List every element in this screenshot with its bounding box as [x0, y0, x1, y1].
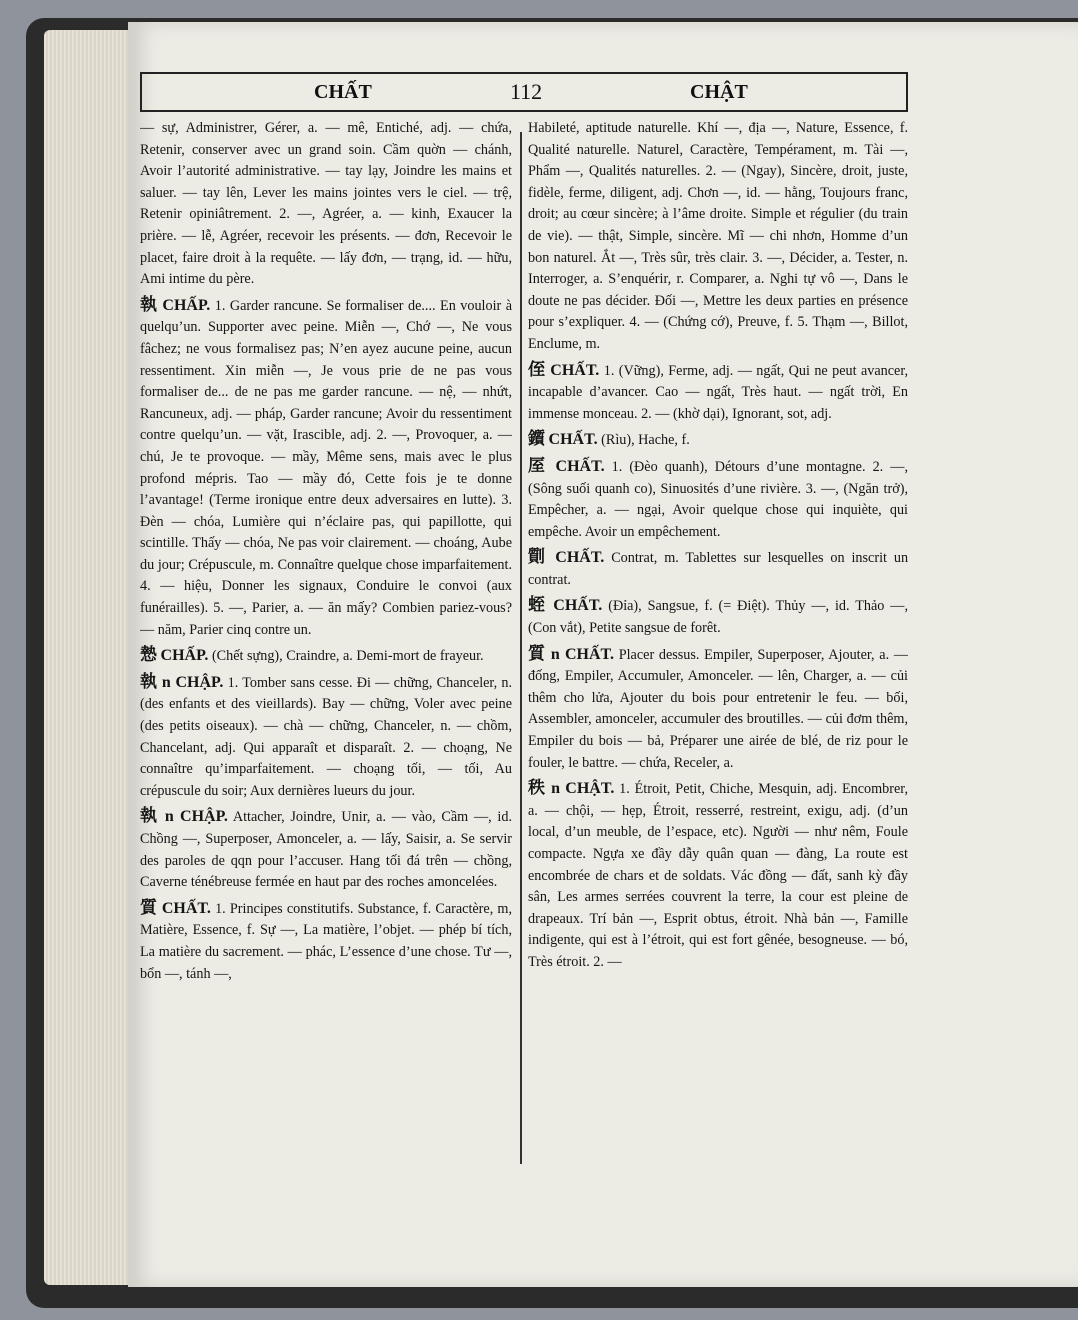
entry-glyph: 質 — [528, 643, 547, 664]
entry-glyph: 慹 — [140, 645, 157, 666]
entry-headword: CHẤT. — [555, 457, 605, 475]
entry-headword: n CHẬP. — [164, 808, 228, 826]
entry-headword: CHẤT. — [553, 597, 603, 615]
entry-chat-6: 蛭 CHẤT. (Đỉa), Sangsue, f. (= Điệt). Thủy —, id. Thảo —, (Con vắt), Petite sangsue de forêt. — [528, 595, 908, 637]
left-column — [140, 118, 512, 1168]
entry-chap-4: 執 n CHẬP. Attacher, Joindre, Unir, a. — vào, Cầm —, id. Chồng —, Superposer, Amonceler, a. — lấy, Saisir, a. Se servir des paroles de qqn pour l’accuser. Hang tối đá trên — chồng, Caverne ténébreuse fermée en haut par des roches amoncelées. — [140, 806, 512, 891]
entry-headword: CHẤP. — [160, 647, 209, 665]
entry-chap-1: 執 CHẤP. 1. Garder rancune. Se formaliser de.... En vouloir à quelqu’un. Supporter avec peine. Miễn —, Chớ —, Ne vous fâchez; ne vous formalisez pas; N’en ayez aucune peine, aucun ressentiment. Xin miễn —, Je vous prie de ne pas vous formaliser de... de ne pas me garder rancune. — nệ, — nhứt, Rancuneux, adj. — pháp, Garder rancune; Avoir du ressentiment contre quelqu’un. — vặt, Irascible, adj. 2. —, Provoquer, a. — chú, Je te provoque. — mầy, Même sens, mais avec le plus profond mépris. Tao — mầy đó, Cette fois je te donne l’avantage! (Terme ironique entre deux adversaires en lutte). 3. Đèn — chóa, Lumière qui n’éclaire pas, qui papillotte, qui scintille. Thấy — chóa, Ne pas voir clairement. — choáng, Aube du jour; Crépuscule, m. Connaître quelque chose imparfaitement. 4. — hiệu, Donner les signaux, Conduire le convoi (aux funérailles). 5. —, Parier, a. — ăn mấy? Combien pariez-vous? — năm, Parier cinq contre un. — [140, 294, 512, 638]
right-column — [528, 118, 908, 1168]
header-left-word: CHẤT — [314, 80, 372, 103]
entry-chat-3: 鑕 CHẤT. (Rìu), Hache, f. — [528, 429, 690, 450]
entry-chat-2: 侄 CHẤT. 1. (Vững), Ferme, adj. — ngất, Qui ne peut avancer, incapable d’avancer. Cao — ngất, Très haut. — ngất trời, En immense monceau. 2. — (khờ dại), Ignorant, sot, adj. — [528, 359, 908, 422]
entry-headword: CHẤT. — [555, 549, 605, 567]
entry-chap-2: 慹 CHẤP. (Chết sựng), Craindre, a. Demi-mort de frayeur. — [140, 645, 484, 666]
entry-glyph: 厔 — [528, 455, 549, 476]
entry-headword: CHẤP. — [162, 296, 211, 314]
entry-chat-7: 質 n CHẤT. Placer dessus. Empiler, Superposer, Ajouter, a. — đống, Empiler, Accumuler, Amonceler. — lên, Charger, a. — củi thêm cho lửa, Ajouter du bois pour entretenir le feu. — bối, Assembler, amonceler, accumuler des broutilles. — củi đơm thêm, Empiler du bois — bả, Préparer une airée de blé, de riz pour le fouler, le battre. — chứa, Receler, a. — [528, 643, 908, 771]
header-right-word: CHẬT — [690, 80, 748, 103]
entry-headword: CHẤT. — [548, 431, 598, 449]
entry-headword: n CHẬP. — [161, 673, 224, 691]
entry-continuation: Habileté, aptitude naturelle. Khí —, địa —, Nature, Essence, f. Qualité naturelle. Naturel, Caractère, Tempérament, m. Tài —, Phẩm —, Qualités naturelles. 2. — (Ngay), Sincère, droit, juste, fidèle, ferme, diligent, adj. Chơn —, id. — hằng, Toujours franc, droit; au cœur sincère; à l’âme droite. Simple et régulier (du train de vie). — thật, Simple, sincère. Mĩ — chi nhơn, Homme d’un bon naturel. Ắt —, Très sûr, très clair. 3. —, Décider, a. Tester, n. Interroger, a. S’enquérir, r. Comparer, a. Nghi tự vô —, Dans le doute ne pas décider. Đối —, Mettre les deux parties en présence pour s’expliquer. 4. — (Chứng cớ), Preuve, f. 5. Thạm —, Billot, Enclume, m. — [528, 120, 908, 352]
entry-glyph: 鑕 — [528, 429, 545, 450]
entry-glyph: 劕 — [528, 547, 549, 568]
page-number: 112 — [510, 79, 543, 104]
entry-chat-8: 秩 n CHẬT. 1. Étroit, Petit, Chiche, Mesquin, adj. Encombrer, a. — chội, — hẹp, Étroit, resserré, restreint, exigu, adj. (d’un local, d’un meuble, de l’espace, etc). Người — như nêm, Foule compacte. Ngựa xe đầy dẫy quân quan — đàng, La route est encombrée de chars et de soldats. Vác đồng — đất, sanh kỳ đầy sân, Les armes serrées couvrent la terre, la cour est pleine de drapeaux. Trí bản —, Esprit obtus, étroit. Nhà bản —, Famille indigente, qui est à l’étroit, qui est fort gênée, besogneuse. — bó, Très étroit. 2. — — [528, 778, 908, 970]
entry-glyph: 質 — [140, 897, 158, 918]
entry-glyph: 執 — [140, 294, 158, 315]
entry-glyph: 秩 — [528, 778, 547, 799]
entry-chat-5: 劕 CHẤT. Contrat, m. Tablettes sur lesquelles on inscrit un contrat. — [528, 547, 908, 588]
column-divider — [520, 132, 522, 1164]
entry-glyph: 執 — [140, 806, 160, 827]
entry-chap-3: 執 n CHẬP. 1. Tomber sans cesse. Đi — chững, Chanceler, n. (des enfants et des vieillards). Bay — chững, Voler avec peine (des petits oiseaux). — chà — chững, Chanceler, n. — chồm, Chancelant, adj. Qui apparaît et disparaît. 2. — choạng, Ne connaître qu’imparfaitement. — choạng tối, — tối, Au crépuscule du soir; Aux dernières lueurs du jour. — [140, 671, 512, 799]
entry-continuation: — sự, Administrer, Gérer, a. — mê, Entiché, adj. — chứa, Retenir, conserver avec un grand soin. Cầm quờn — chánh, Avoir l’autorité administrative. — tay lạy, Joindre les mains et saluer. — tay lên, Lever les mains jointes vers le ciel. — trệ, Retenir opiniâtrement. 2. —, Agréer, a. — kinh, Exaucer la prière. — lễ, Agréer, recevoir les présents. — đơn, Recevoir le placet, faire droit à la requête. — lấy đơn, — trạng, id. — hữu, Ami intime du père. — [140, 120, 512, 288]
entry-headword: n CHẤT. — [550, 645, 614, 663]
entry-chat-1: 質 CHẤT. 1. Principes constitutifs. Substance, f. Caractère, m, Matière, Essence, f. Sự —, La matière, l’objet. — phép bí tích, La matière du sacrement. — phác, L’essence d’une chose. Tư —, bổn —, tánh —, — [140, 897, 512, 982]
entry-glyph: 執 — [140, 671, 158, 692]
entry-chat-4: 厔 CHẤT. 1. (Đèo quanh), Détours d’une montagne. 2. —, (Sông suối quanh co), Sinuosités d’une rivière. 3. —, (Ngăn trở), Empêcher, a. — ngại, Avoir quelque chose qui inquiète, qui empêche. Avoir un empêchement. — [528, 455, 908, 540]
entry-headword: CHẤT. — [550, 361, 600, 379]
running-header — [140, 72, 908, 112]
entry-glyph: 侄 — [528, 359, 546, 380]
entry-headword: CHẤT. — [161, 899, 211, 917]
entry-glyph: 蛭 — [528, 595, 548, 616]
entry-headword: n CHẬT. — [551, 780, 615, 798]
